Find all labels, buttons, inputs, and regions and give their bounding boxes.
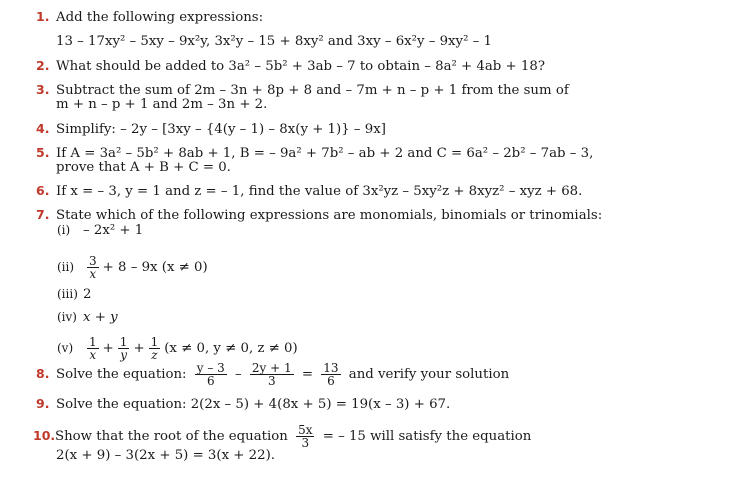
question-2 bbox=[36, 57, 545, 75]
question-number: 9. bbox=[36, 396, 50, 411]
part-expression: 2 bbox=[83, 287, 92, 302]
part-iii bbox=[57, 286, 91, 303]
question-5-line2: prove that A + B + C = 0. bbox=[56, 160, 231, 175]
question-text: If A = 3a² – 5b² + 8ab + 1, B = – 9a² + 7b² – ab + 2 and C = 6a² – 2b² – 7ab – 3, bbox=[56, 146, 594, 161]
part-label: (v) bbox=[57, 341, 74, 355]
part-v: (v) $\frac{1}{x}$ + $\frac{1}{y}$ + $\frac{1}{z}$ (x ≠ 0, y ≠ 0, z ≠ 0) bbox=[57, 335, 298, 362]
question-6 bbox=[36, 182, 582, 200]
question-text: Solve the equation: bbox=[56, 367, 187, 382]
fraction: $\frac{1}{z}$ bbox=[150, 335, 159, 362]
part-label: (i) bbox=[57, 223, 71, 237]
part-expression: (x ≠ 0, y ≠ 0, z ≠ 0) bbox=[164, 341, 298, 356]
part-ii bbox=[57, 255, 208, 280]
question-number: 3. bbox=[36, 82, 50, 97]
question-text: Show that the root of the equation bbox=[55, 429, 288, 444]
question-10-line2: 2(x + 9) – 3(2x + 5) = 3(x + 22). bbox=[56, 448, 276, 463]
fraction: $\frac{y - 3}{6}$ bbox=[196, 361, 225, 388]
question-text: If x = – 3, y = 1 and z = – 1, find the value of 3x²yz – 5xy²z + 8xyz² – xyz + 68. bbox=[56, 184, 583, 199]
question-tail: = – 15 will satisfy the equation bbox=[322, 429, 532, 444]
question-1 bbox=[36, 8, 263, 26]
part-label: (ii) bbox=[57, 260, 75, 274]
fraction: $\frac{1}{x}$ bbox=[89, 335, 97, 362]
question-number: 8. bbox=[36, 366, 50, 381]
question-8: 8. Solve the equation: $\frac{y - 3}{6}$ – $\frac{2y + 1}{3}$ = $\frac{13}{6}$ and verify your solution bbox=[36, 361, 510, 388]
question-number: 4. bbox=[36, 121, 50, 136]
question-number: 5. bbox=[36, 145, 50, 160]
question-number: 6. bbox=[36, 183, 50, 198]
question-text: Subtract the sum of 2m – 3n + 8p + 8 and – 7m + n – p + 1 from the sum of bbox=[56, 83, 569, 98]
part-iv bbox=[57, 309, 118, 326]
question-text: State which of the following expressions are monomials, binomials or trinomials: bbox=[56, 208, 603, 223]
part-expression: – 2x² + 1 bbox=[83, 223, 144, 238]
question-9 bbox=[36, 395, 450, 413]
question-text: Add the following expressions: bbox=[56, 10, 264, 25]
question-number: 10. bbox=[33, 428, 56, 443]
part-label: (iv) bbox=[57, 310, 77, 324]
question-10 bbox=[33, 423, 532, 450]
fraction: $\frac{13}{6}$ bbox=[323, 361, 339, 388]
question-text: Simplify: – 2y – [3xy – {4(y – 1) – 8x(y + 1)} – 9x] bbox=[56, 122, 386, 137]
question-number: 1. bbox=[36, 9, 50, 24]
fraction: $\frac{1}{y}$ bbox=[119, 335, 128, 362]
question-4 bbox=[36, 120, 386, 138]
part-label: (iii) bbox=[57, 287, 78, 301]
question-text: What should be added to 3a² – 5b² + 3ab – 7 to obtain – 8a² + 4ab + 18? bbox=[56, 59, 545, 74]
fraction: $\frac{3}{x}$ bbox=[89, 254, 97, 281]
part-i bbox=[57, 222, 143, 239]
question-number: 2. bbox=[36, 58, 50, 73]
question-text: Solve the equation: 2(2x – 5) + 4(8x + 5) = 19(x – 3) + 67. bbox=[56, 397, 451, 412]
part-expression: x + y bbox=[83, 310, 118, 325]
part-expression: + 8 – 9x (x ≠ 0) bbox=[102, 260, 208, 275]
fraction: $\frac{2y + 1}{3}$ bbox=[251, 361, 292, 388]
question-number: 7. bbox=[36, 207, 50, 222]
question-tail: and verify your solution bbox=[348, 367, 510, 382]
question-3-line2: m + n – p + 1 and 2m – 3n + 2. bbox=[56, 97, 268, 112]
question-1-expression: 13 – 17xy² – 5xy – 9x²y, 3x²y – 15 + 8xy² and 3xy – 6x²y – 9xy² – 1 bbox=[56, 34, 492, 49]
fraction: $\frac{5x}{3}$ bbox=[298, 423, 313, 450]
